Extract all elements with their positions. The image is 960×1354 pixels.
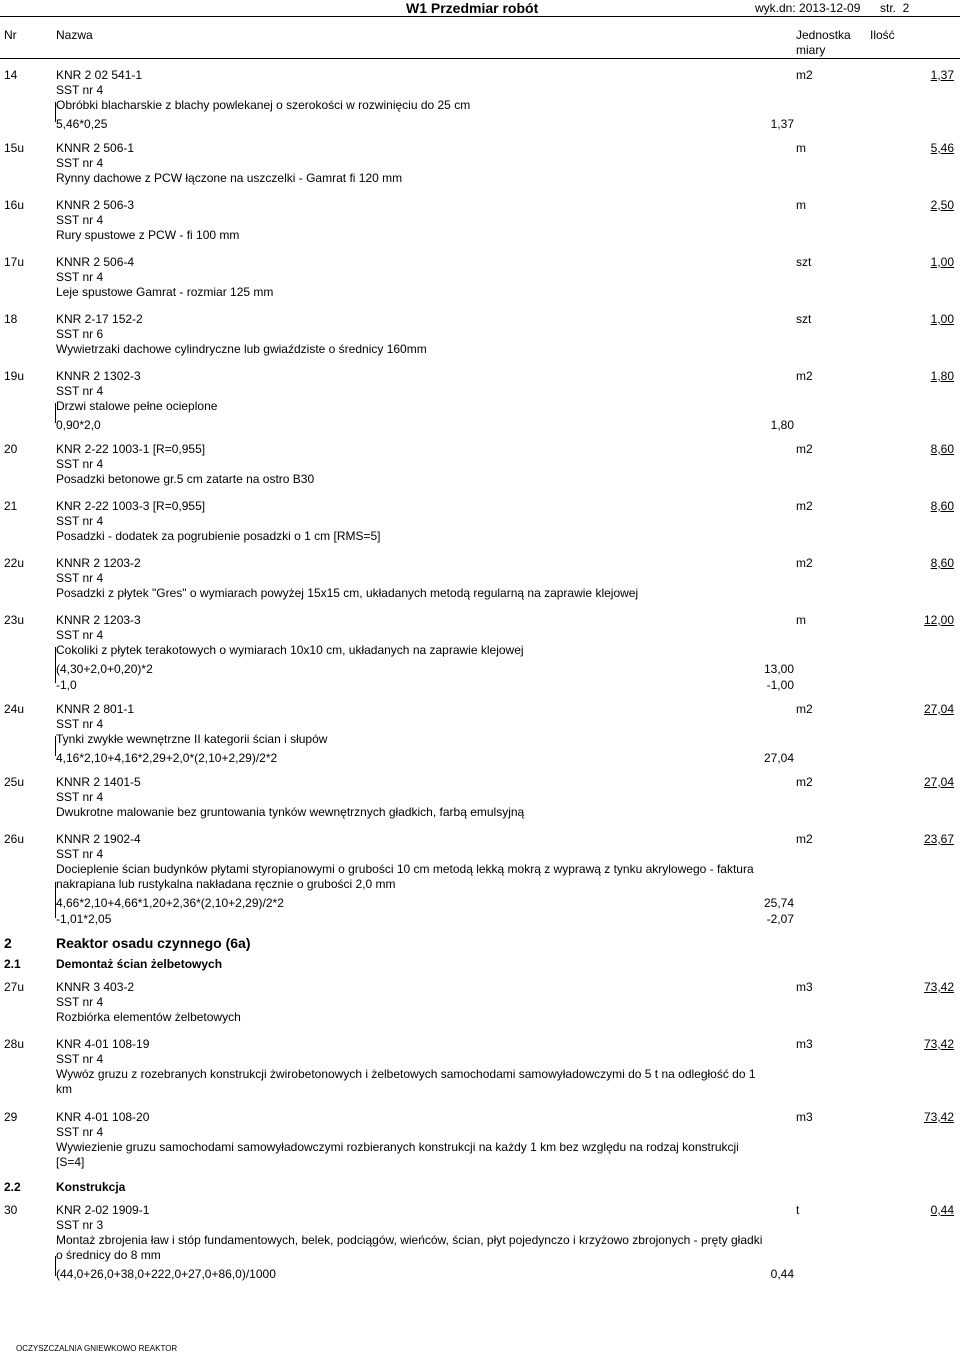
calculation-row	[56, 678, 794, 694]
item-quantity: 2,50	[930, 198, 954, 212]
item-description: Drzwi stalowe pełne ocieplone	[56, 399, 218, 413]
calculation-expression: -1,0	[56, 678, 77, 692]
section-title: Demontaż ścian żelbetowych	[56, 957, 223, 971]
calculation-value: -2,07	[766, 912, 794, 926]
item-row	[0, 139, 960, 196]
item-description: Wywiezienie gruzu samochodami samowyładowczymi rozbieranych konstrukcji na każdy 1 km bez względu na rodzaj konstrukcji	[56, 1140, 739, 1154]
calculation-value: 13,00	[763, 662, 794, 676]
item-calculations	[56, 1267, 794, 1283]
item-description: km	[56, 1082, 72, 1096]
item-number: 19u	[4, 369, 25, 383]
item-code: KNR 2-02 1909-1	[56, 1203, 150, 1217]
item-number: 23u	[4, 613, 25, 627]
item-body	[56, 369, 794, 434]
item-body	[56, 613, 794, 694]
item-row	[0, 310, 960, 367]
item-number: 18	[4, 312, 18, 326]
item-code: KNR 2 02 541-1	[56, 68, 143, 82]
item-divider-line	[55, 647, 56, 683]
item-description: Posadzki betonowe gr.5 cm zatarte na ostro B30	[56, 472, 315, 486]
calculation-row	[56, 896, 794, 912]
item-divider-line	[55, 736, 56, 756]
calculation-value: 0,44	[770, 1267, 794, 1281]
item-row	[0, 253, 960, 310]
item-code: KNNR 2 1401-5	[56, 775, 141, 789]
section-title: Konstrukcja	[56, 1180, 126, 1194]
item-unit: m2	[796, 556, 813, 570]
item-sst: SST nr 4	[56, 514, 104, 528]
item-unit: t	[796, 1203, 800, 1217]
item-description: Montaż zbrojenia ław i stóp fundamentowych, belek, podciągów, wieńców, ścian, płyt pojedynczo i krzyżowo zbrojonych - pręty gładki	[56, 1233, 763, 1247]
item-number: 27u	[4, 980, 25, 994]
item-description: Cokoliki z płytek terakotowych o wymiarach 10x10 cm, układanych na zaprawie klejowej	[56, 643, 524, 657]
item-calculations	[56, 662, 794, 694]
item-body	[56, 141, 794, 186]
section-title: Reaktor osadu czynnego (6a)	[56, 935, 251, 951]
item-code: KNR 2-22 1003-3 [R=0,955]	[56, 499, 206, 513]
item-description: Wywóz gruzu z rozebranych konstrukcji żwirobetonowych i żelbetowych samochodami samowyładowczymi do 5 t na odległość do 1	[56, 1067, 756, 1081]
item-description: Rury spustowe z PCW - fi 100 mm	[56, 228, 240, 242]
item-description: Rynny dachowe z PCW łączone na uszczelki - Gamrat fi 120 mm	[56, 171, 403, 185]
item-body	[56, 312, 794, 357]
item-sst: SST nr 4	[56, 628, 104, 642]
item-code: KNNR 3 403-2	[56, 980, 135, 994]
item-number: 29	[4, 1110, 18, 1124]
calculation-expression: 0,90*2,0	[56, 418, 101, 432]
item-code: KNR 2-17 152-2	[56, 312, 143, 326]
calculation-row	[56, 418, 794, 434]
item-number: 25u	[4, 775, 25, 789]
item-description: Dwukrotne malowanie bez gruntowania tynków wewnętrznych gładkich, farbą emulsyjną	[56, 805, 525, 819]
item-row	[0, 1035, 960, 1108]
item-sst: SST nr 3	[56, 1218, 104, 1232]
calculation-value: 25,74	[763, 896, 794, 910]
section-number: 2.1	[4, 957, 21, 971]
header-divider	[0, 16, 960, 17]
item-divider-line	[55, 1256, 56, 1276]
item-quantity: 1,00	[930, 312, 954, 326]
item-body	[56, 1037, 794, 1097]
calculation-row	[56, 117, 794, 133]
item-quantity: 12,00	[923, 613, 954, 627]
item-body	[56, 702, 794, 767]
column-header-nazwa: Nazwa	[56, 28, 93, 42]
item-quantity: 8,60	[930, 442, 954, 456]
item-body	[56, 556, 794, 601]
item-divider-line	[55, 102, 56, 122]
item-description: Leje spustowe Gamrat - rozmiar 125 mm	[56, 285, 274, 299]
item-sst: SST nr 6	[56, 327, 104, 341]
column-header-unit-line1: Jednostka	[796, 28, 851, 42]
item-code: KNNR 2 801-1	[56, 702, 135, 716]
item-quantity: 73,42	[923, 980, 954, 994]
item-body	[56, 255, 794, 300]
item-quantity: 73,42	[923, 1037, 954, 1051]
item-number: 22u	[4, 556, 25, 570]
item-unit: m3	[796, 1110, 813, 1124]
item-description: Rozbiórka elementów żelbetowych	[56, 1010, 241, 1024]
item-number: 17u	[4, 255, 25, 269]
item-unit: m2	[796, 68, 813, 82]
item-code: KNNR 2 506-3	[56, 198, 135, 212]
calculation-value: 1,37	[770, 117, 794, 131]
calculation-row	[56, 912, 794, 928]
item-unit: szt	[796, 312, 812, 326]
item-unit: m2	[796, 442, 813, 456]
item-unit: m	[796, 198, 806, 212]
page-number: 2	[902, 1, 910, 15]
document-footer: OCZYSZCZALNIA GNIEWKOWO REAKTOR	[16, 1344, 178, 1353]
item-description: Docieplenie ścian budynków płytami styropianowymi o grubości 10 cm metodą lekką mokrą z wyprawą z tynku akrylowego - faktura	[56, 862, 754, 876]
item-body	[56, 1203, 794, 1283]
item-quantity: 8,60	[930, 499, 954, 513]
column-header-qty: Ilość	[870, 28, 895, 42]
item-code: KNR 4-01 108-19	[56, 1037, 150, 1051]
item-description: [S=4]	[56, 1155, 85, 1169]
item-calculations	[56, 117, 794, 133]
item-code: KNR 2-22 1003-1 [R=0,955]	[56, 442, 206, 456]
item-unit: m3	[796, 980, 813, 994]
item-sst: SST nr 4	[56, 156, 104, 170]
item-quantity: 0,44	[930, 1203, 954, 1217]
item-number: 14	[4, 68, 18, 82]
item-description: Tynki zwykłe wewnętrzne II kategorii ścian i słupów	[56, 732, 328, 746]
item-description: o średnicy do 8 mm	[56, 1248, 161, 1262]
item-quantity: 1,37	[930, 68, 954, 82]
item-unit: m	[796, 141, 806, 155]
item-code: KNNR 2 506-1	[56, 141, 135, 155]
item-number: 28u	[4, 1037, 25, 1051]
item-row	[0, 196, 960, 253]
item-sst: SST nr 4	[56, 457, 104, 471]
item-description: Posadzki - dodatek za pogrubienie posadzki o 1 cm [RMS=5]	[56, 529, 381, 543]
item-sst: SST nr 4	[56, 1052, 104, 1066]
item-code: KNNR 2 1902-4	[56, 832, 141, 846]
item-row	[0, 611, 960, 700]
item-row	[0, 978, 960, 1035]
calculation-expression: 5,46*0,25	[56, 117, 108, 131]
item-unit: m2	[796, 832, 813, 846]
item-sst: SST nr 4	[56, 213, 104, 227]
item-number: 30	[4, 1203, 18, 1217]
item-row	[0, 497, 960, 554]
item-row	[0, 700, 960, 773]
item-calculations	[56, 751, 794, 767]
item-row	[0, 66, 960, 139]
calculation-value: -1,00	[766, 678, 794, 692]
item-unit: m2	[796, 369, 813, 383]
item-body	[56, 68, 794, 133]
item-number: 20	[4, 442, 18, 456]
document-title: W1 Przedmiar robót	[406, 0, 539, 16]
calculation-row	[56, 751, 794, 767]
calculation-row	[56, 1267, 794, 1283]
item-sst: SST nr 4	[56, 847, 104, 861]
item-body	[56, 980, 794, 1025]
item-body	[56, 775, 794, 820]
item-sst: SST nr 4	[56, 83, 104, 97]
item-sst: SST nr 4	[56, 270, 104, 284]
item-sst: SST nr 4	[56, 571, 104, 585]
item-number: 26u	[4, 832, 25, 846]
item-sst: SST nr 4	[56, 717, 104, 731]
item-description: Obróbki blacharskie z blachy powlekanej o szerokości w rozwinięciu do 25 cm	[56, 98, 471, 112]
item-unit: szt	[796, 255, 812, 269]
item-number: 24u	[4, 702, 25, 716]
item-quantity: 8,60	[930, 556, 954, 570]
document-date: wyk.dn: 2013-12-09	[755, 1, 861, 15]
item-quantity: 5,46	[930, 141, 954, 155]
calculation-expression: (4,30+2,0+0,20)*2	[56, 662, 153, 676]
item-body	[56, 499, 794, 544]
item-unit: m2	[796, 499, 813, 513]
item-sst: SST nr 4	[56, 384, 104, 398]
item-unit: m3	[796, 1037, 813, 1051]
calculation-expression: 4,16*2,10+4,16*2,29+2,0*(2,10+2,29)/2*2	[56, 751, 278, 765]
item-quantity: 1,00	[930, 255, 954, 269]
section-number: 2.2	[4, 1180, 21, 1194]
item-number: 16u	[4, 198, 25, 212]
item-sst: SST nr 4	[56, 1125, 104, 1139]
item-divider-line	[55, 882, 56, 918]
item-code: KNR 4-01 108-20	[56, 1110, 150, 1124]
item-code: KNNR 2 1203-2	[56, 556, 141, 570]
item-description: nakrapiana lub rustykalna nakładana ręcznie o grubości 2,0 mm	[56, 877, 396, 891]
header-bottom-rule	[0, 58, 960, 59]
item-calculations	[56, 418, 794, 434]
calculation-expression: (44,0+26,0+38,0+222,0+27,0+86,0)/1000	[56, 1267, 276, 1281]
page-label: str.	[880, 1, 897, 15]
item-calculations	[56, 896, 794, 928]
calculation-value: 27,04	[763, 751, 794, 765]
item-row	[0, 1201, 960, 1293]
item-body	[56, 442, 794, 487]
item-unit: m2	[796, 702, 813, 716]
item-sst: SST nr 4	[56, 790, 104, 804]
column-header-unit-line2: miary	[796, 43, 826, 57]
calculation-value: 1,80	[770, 418, 794, 432]
item-sst: SST nr 4	[56, 995, 104, 1009]
calculation-row	[56, 662, 794, 678]
section-heading	[0, 935, 960, 957]
item-quantity: 23,67	[923, 832, 954, 846]
item-row	[0, 773, 960, 830]
section-heading	[0, 1180, 960, 1201]
item-body	[56, 832, 794, 928]
item-code: KNNR 2 1302-3	[56, 369, 141, 383]
item-body	[56, 1110, 794, 1170]
item-unit: m	[796, 613, 806, 627]
calculation-expression: -1,01*2,05	[56, 912, 112, 926]
column-header-nr: Nr	[4, 28, 17, 42]
page-indicator	[880, 1, 909, 15]
item-quantity: 27,04	[923, 702, 954, 716]
item-row	[0, 1108, 960, 1180]
item-row	[0, 367, 960, 440]
item-quantity: 27,04	[923, 775, 954, 789]
item-description: Wywietrzaki dachowe cylindryczne lub gwiaździste o średnicy 160mm	[56, 342, 427, 356]
calculation-expression: 4,66*2,10+4,66*1,20+2,36*(2,10+2,29)/2*2	[56, 896, 284, 910]
item-code: KNNR 2 506-4	[56, 255, 135, 269]
item-body	[56, 198, 794, 243]
item-number: 15u	[4, 141, 25, 155]
item-divider-line	[55, 403, 56, 423]
bill-of-quantities-list	[0, 66, 960, 1293]
column-header-unit	[796, 28, 851, 58]
item-quantity: 1,80	[930, 369, 954, 383]
item-row	[0, 830, 960, 935]
section-heading	[0, 957, 960, 978]
item-description: Posadzki z płytek "Gres" o wymiarach powyżej 15x15 cm, układanych metodą regularną na zaprawie klejowej	[56, 586, 639, 600]
item-code: KNNR 2 1203-3	[56, 613, 141, 627]
item-row	[0, 440, 960, 497]
item-unit: m2	[796, 775, 813, 789]
item-row	[0, 554, 960, 611]
item-number: 21	[4, 499, 18, 513]
item-quantity: 73,42	[923, 1110, 954, 1124]
section-number: 2	[4, 935, 12, 951]
